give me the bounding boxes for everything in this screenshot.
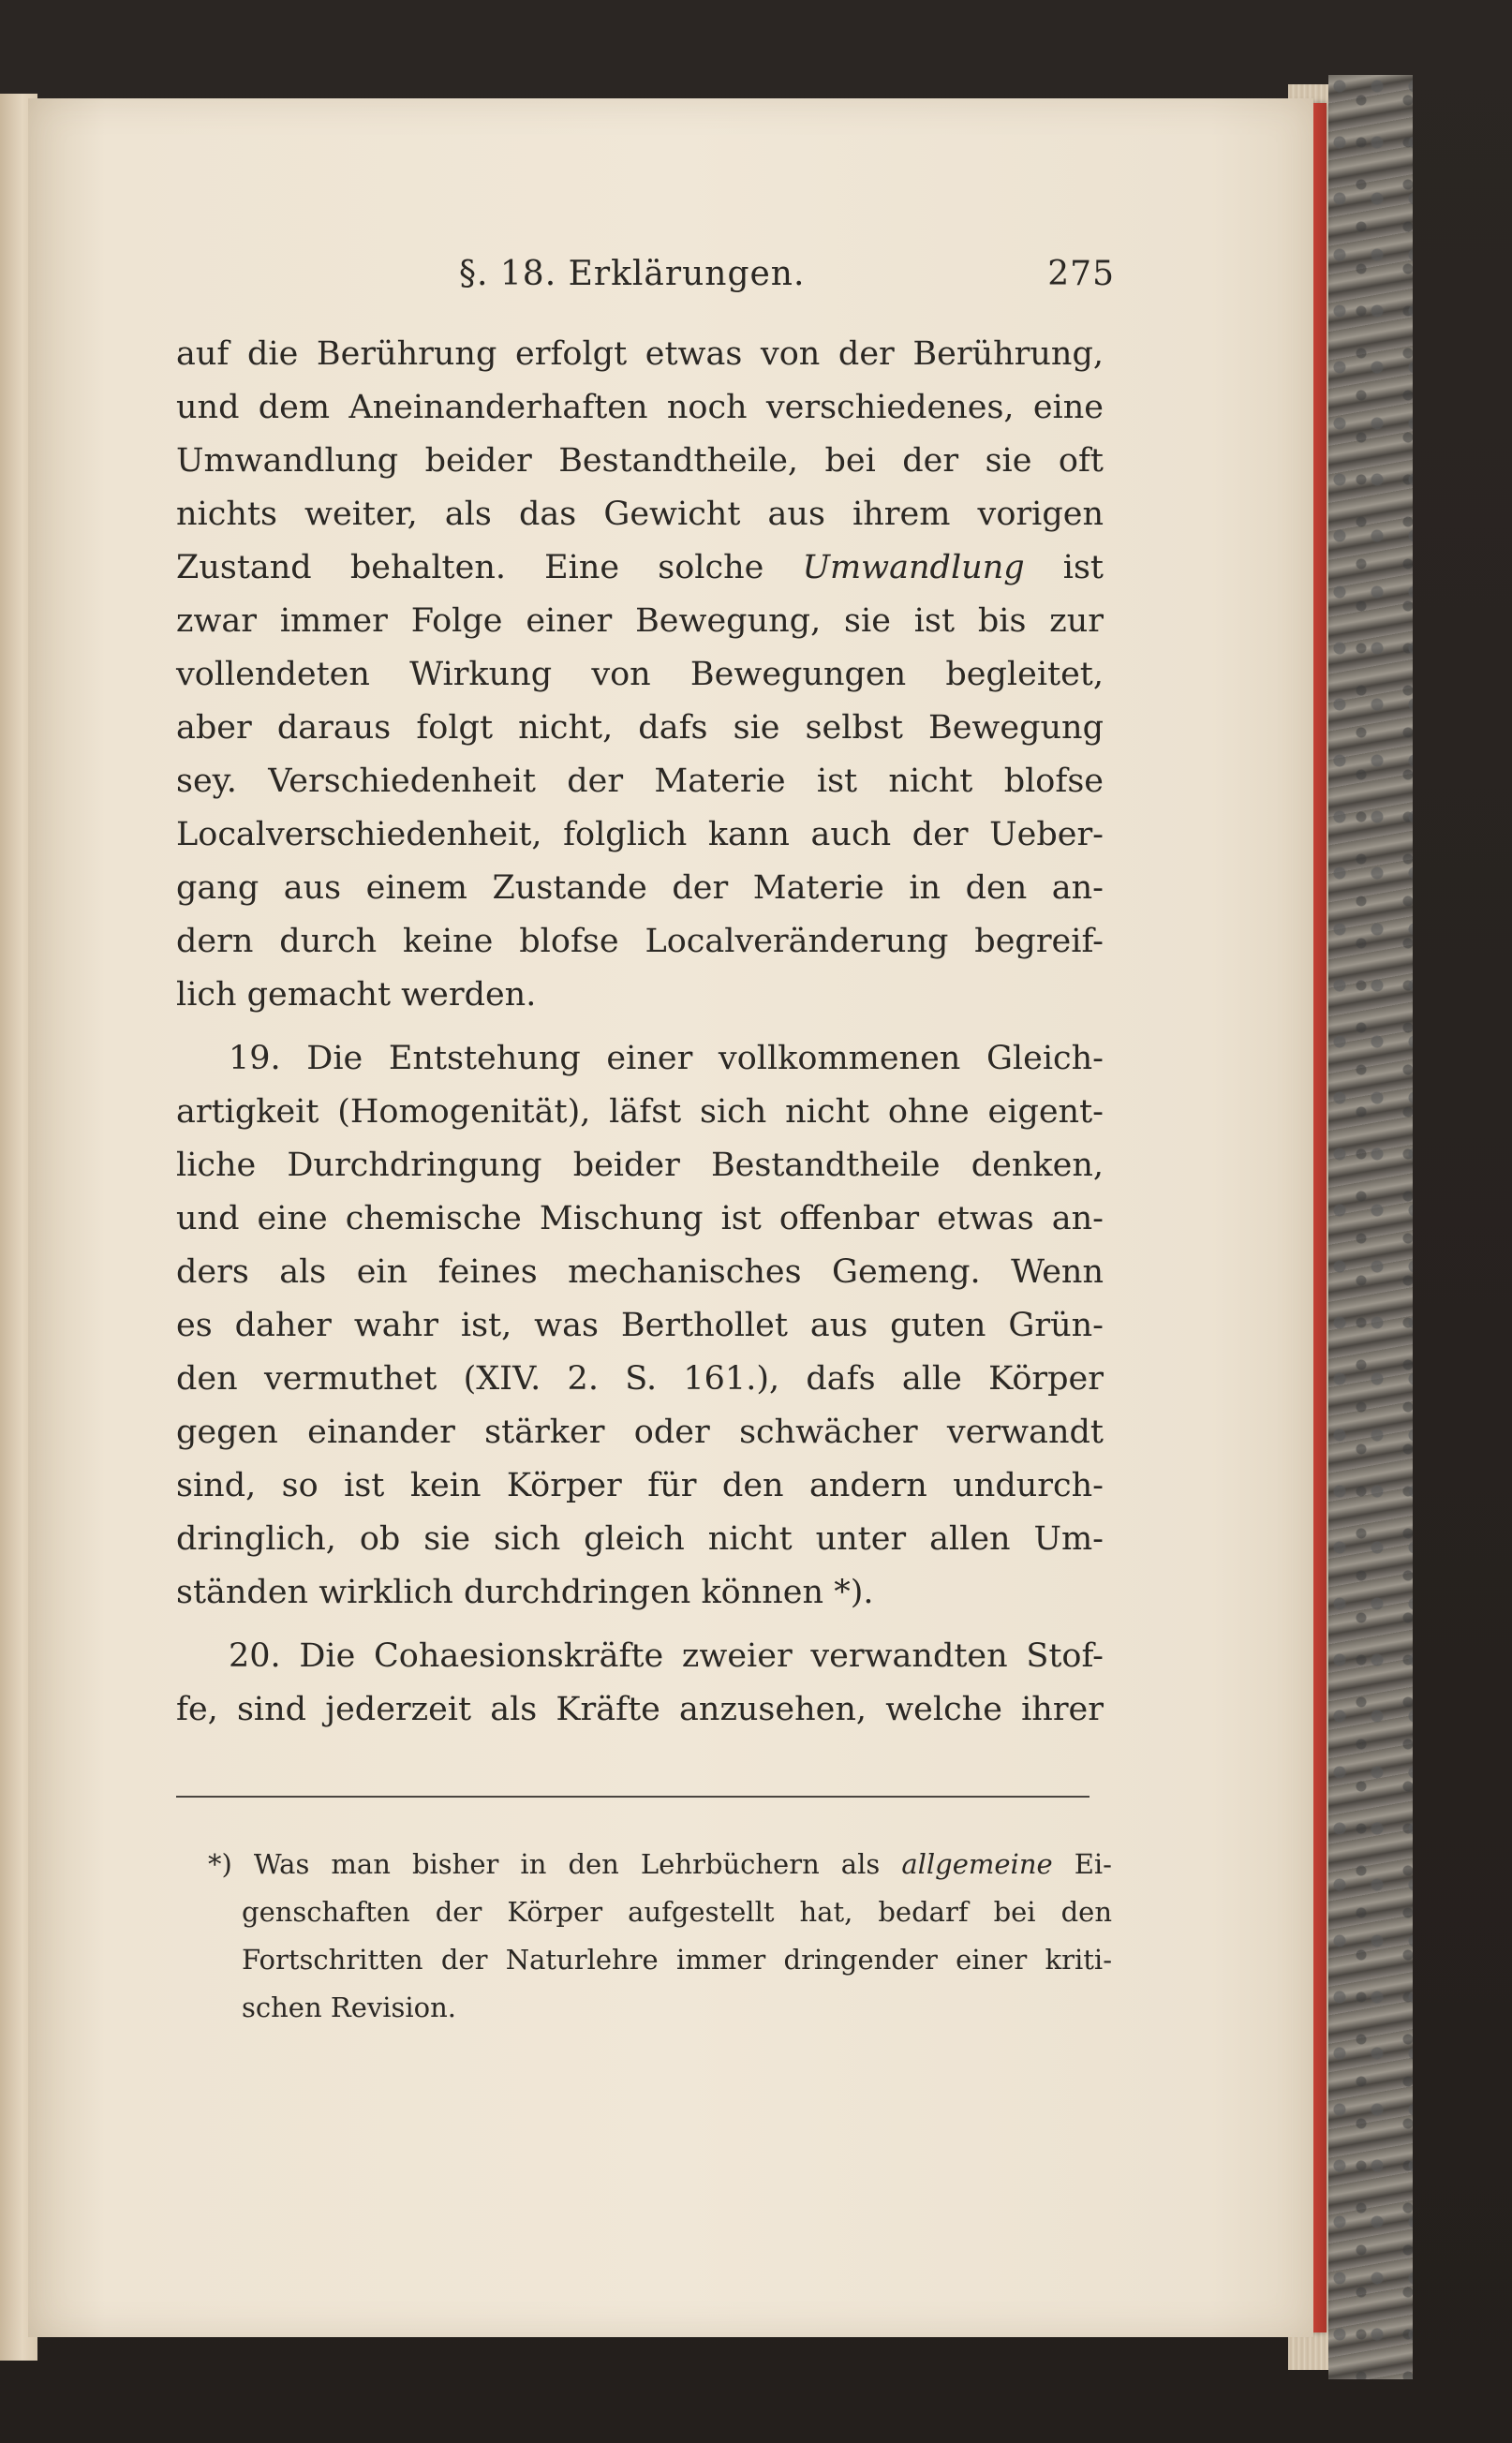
body-line: ständen wirklich durchdringen können *). [176, 1574, 874, 1611]
paragraph-gap [176, 1620, 1104, 1630]
page-number: 275 [1047, 255, 1115, 293]
body-line: vollendeten Wirkung von Bewegungen begleitet, [176, 656, 1104, 693]
body-line: Umwandlung beider Bestandtheile, bei der sie oft [176, 442, 1104, 480]
body-line: nichts weiter, als das Gewicht aus ihrem vorigen [176, 496, 1104, 533]
body-line: zwar immer Folge einer Bewegung, sie ist bis zur [176, 602, 1104, 640]
footnote-line: Fortschritten der Naturlehre immer dringender einer kriti- [242, 1944, 1112, 1976]
body-line: 19. Die Entstehung einer vollkommenen Gleich- [229, 1040, 1104, 1077]
emphasized-word: Umwandlung [802, 549, 1025, 586]
body-line: ders als ein feines mechanisches Gemeng. Wenn [176, 1253, 1104, 1291]
body-line: lich gemacht werden. [176, 976, 537, 1014]
marbled-cover-edge [1328, 75, 1413, 2379]
body-line: 20. Die Cohaesionskräfte zweier verwandten Stof- [229, 1637, 1104, 1675]
emphasized-word: allgemeine [901, 1848, 1053, 1880]
body-line: gang aus einem Zustande der Materie in den an- [176, 869, 1104, 907]
body-line: es daher wahr ist, was Berthollet aus guten Grün- [176, 1307, 1104, 1344]
body-line: und dem Aneinanderhaften noch verschiedenes, eine [176, 389, 1104, 426]
running-title: §. 18. Erklärungen. [459, 255, 806, 293]
page-header [450, 255, 1115, 293]
body-line: dringlich, ob sie sich gleich nicht unter allen Um- [176, 1520, 1104, 1558]
paragraph-gap [176, 1022, 1104, 1032]
body-line: den vermuthet (XIV. 2. S. 161.), dafs alle Körper [176, 1360, 1104, 1398]
footnote-line: *) Was man bisher in den Lehrbüchern als allgemeine Ei- [208, 1848, 1112, 1880]
body-line: artigkeit (Homogenität), läfst sich nicht ohne eigent- [176, 1093, 1104, 1131]
body-line: aber daraus folgt nicht, dafs sie selbst Bewegung [176, 709, 1104, 747]
footnote [208, 1841, 1112, 2032]
body-line: auf die Berührung erfolgt etwas von der Berührung, [176, 335, 1104, 373]
body-text [176, 328, 1104, 1737]
footnote-line: genschaften der Körper aufgestellt hat, bedarf bei den [242, 1896, 1112, 1928]
body-line: und eine chemische Mischung ist offenbar etwas an- [176, 1200, 1104, 1237]
body-line: Localverschiedenheit, folglich kann auch der Ueber- [176, 816, 1104, 853]
body-line: fe, sind jederzeit als Kräfte anzusehen, welche ihrer [176, 1691, 1104, 1728]
body-line: gegen einander stärker oder schwächer verwandt [176, 1414, 1104, 1451]
body-line: sey. Verschiedenheit der Materie ist nicht blofse [176, 763, 1104, 800]
body-line: liche Durchdringung beider Bestandtheile denken, [176, 1147, 1104, 1184]
body-line: Zustand behalten. Eine solche Umwandlung ist [176, 549, 1104, 586]
body-line: dern durch keine blofse Localveränderung begreif- [176, 923, 1104, 960]
footnote-rule [176, 1796, 1090, 1798]
body-line: sind, so ist kein Körper für den andern undurch- [176, 1467, 1104, 1504]
footnote-line: schen Revision. [242, 1991, 457, 2023]
